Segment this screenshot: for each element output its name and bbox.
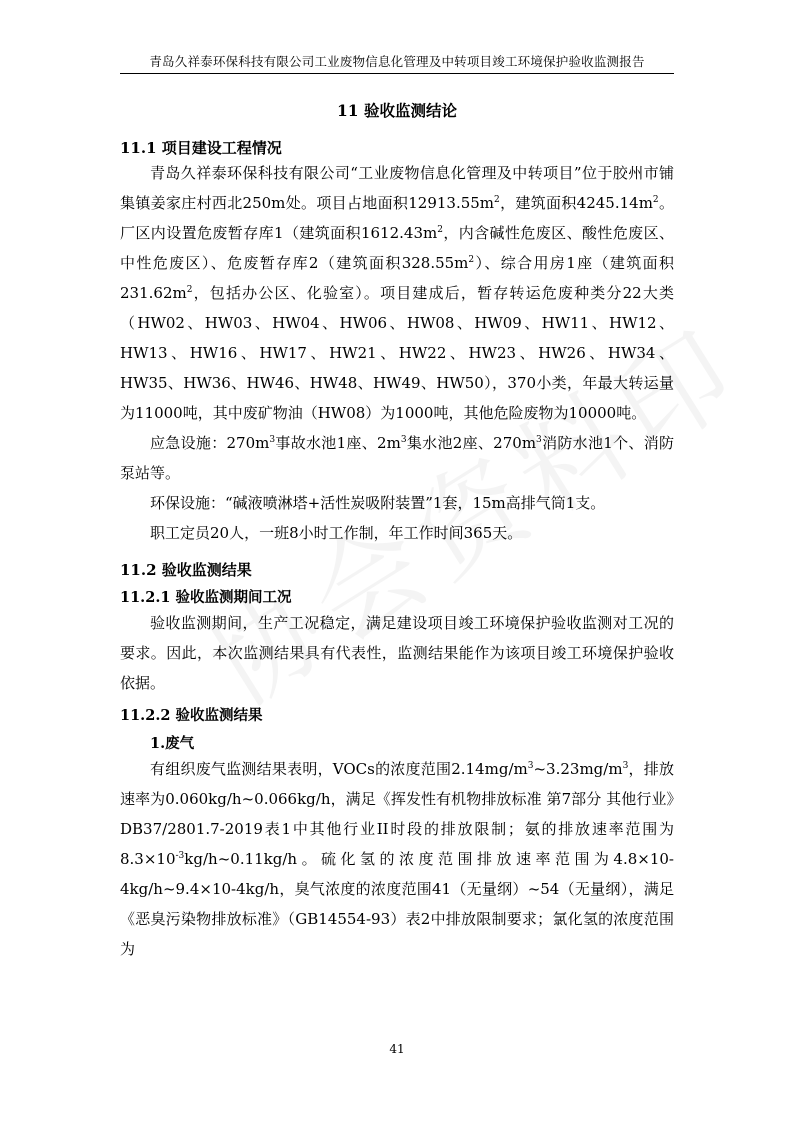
chapter-title: 11 验收监测结论 xyxy=(337,101,457,120)
page-number: 41 xyxy=(389,1042,405,1056)
section-heading-11-2-1: 11.2.1 验收监测期间工况 xyxy=(120,589,292,606)
staffing-paragraph: 职工定员20人，一班8小时工作制，年工作时间365天。 xyxy=(150,524,523,542)
section-heading-11-2-2: 11.2.2 验收监测结果 xyxy=(120,707,263,724)
project-overview-paragraph: 青岛久祥泰环保科技有限公司“工业废物信息化管理及中转项目”位于胶州市铺集镇姜家庄村西北250m处。项目占地面积$12913.55m^2$，建筑面积$4245.14m^2$。厂区内设置危废暂存库1（建筑面积$1612.43m^2$，内含碱性危废区、酸性危废区、中性危废区）、危废暂存库2（建筑面积$328.55m^2$）、综合用房1座（建筑面积$231.62m^2$，包括办公区、化验室）。项目建成后，暂存转运危废种类分22大类（HW02、HW03、HW04、HW06、HW08、HW09、HW11、HW12、HW13、HW16、HW17、HW21、HW22、HW23、HW26、HW34、HW35、HW36、HW46、HW48、HW49、HW50），370小类，年最大转运量为11000吨，其中废矿物油（HW08）为1000吨，其他危险废物为10000吨。 xyxy=(120,164,674,422)
emergency-facilities-paragraph: 应急设施：$270m^3$事故水池1座、$2m^3$集水池2座、$270m^3$消防水池1个、消防泵站等。 xyxy=(120,434,675,482)
header-divider xyxy=(120,73,674,74)
page-content xyxy=(120,100,674,964)
section-heading-11-1: 11.1 项目建设工程情况 xyxy=(120,139,282,157)
section-heading-11-2: 11.2 验收监测结果 xyxy=(120,561,252,579)
subsection-waste-gas: 1.废气 xyxy=(150,735,195,752)
operating-conditions-paragraph: 验收监测期间，生产工况稳定，满足建设项目竣工环境保护验收监测对工况的要求。因此，本次监测结果具有代表性，监测结果能作为该项目竣工环境保护验收依据。 xyxy=(120,614,674,692)
waste-gas-results-paragraph: 有组织废气监测结果表明，VOCs的浓度范围$2.14mg/m^3\sim 3.23mg/m^3$，排放速率为0.060kg/h~0.066kg/h，满足《挥发性有机物排放标准 第7部分 其他行业》DB37/2801.7-2019表1中其他行业II时段的排放限制；氨的排放速率范围为$8.3\times 10^{-3}kg/h\sim 0.11kg/h$。硫化氢的浓度范围排放速率范围为4.8×10-4kg/h~9.4×10-4kg/h，臭气浓度的浓度范围41（无量纲）~54（无量纲），满足《恶臭污染物排放标准》（GB14554-93）表2中排放限制要求；氯化氢的浓度范围为 xyxy=(120,760,674,958)
environmental-facilities-paragraph: 环保设施：“碱液喷淋塔+活性炭吸附装置”1套，15m高排气筒1支。 xyxy=(150,494,606,512)
report-header: 青岛久祥泰环保科技有限公司工业废物信息化管理及中转项目竣工环境保护验收监测报告 xyxy=(149,54,645,69)
